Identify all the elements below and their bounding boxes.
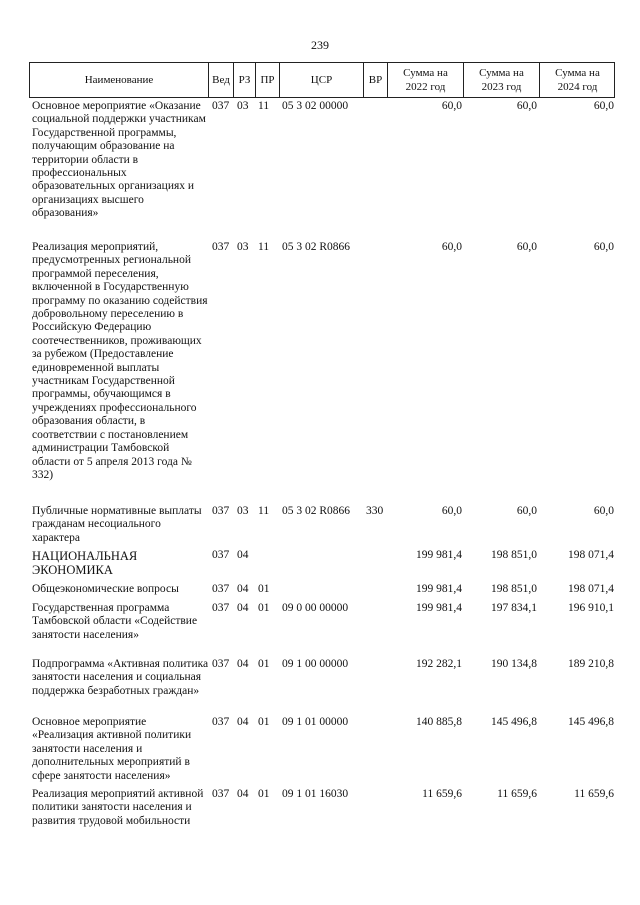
cell-s2024: 189 210,8	[568, 658, 614, 670]
cell-csr: 05 3 02 00000	[282, 100, 349, 112]
cell-s2022: 140 885,8	[416, 716, 462, 728]
cell-s2024: 11 659,6	[574, 788, 614, 800]
cell-pr: 01	[258, 788, 270, 800]
cell-s2022: 192 282,1	[416, 658, 462, 670]
row-name: Основное мероприятие «Реализация активной политики занятости населения и дополнительных мероприятий в сфере занятости населения»	[32, 716, 192, 782]
cell-s2023: 190 134,8	[491, 658, 537, 670]
cell-pr: 01	[258, 716, 270, 728]
cell-rz: 04	[237, 788, 249, 800]
cell-s2024: 60,0	[593, 505, 614, 517]
row-name: Публичные нормативные выплаты гражданам несоциального характера	[32, 505, 202, 544]
row-name: Реализация мероприятий, предусмотренных региональной программой переселения, включенной в Государственную программу по оказанию содействия добровольному переселению в Российскую Федерацию соотечественников, проживающих за рубежом (Предоставление единовременной выплаты участникам Государственной программы, обучающимся в учреждениях профессионального образования области, в соответствии с постановлением администрации Тамбовской области от 5 апреля 2013 года № 332)	[32, 241, 208, 481]
cell-csr: 09 1 00 00000	[282, 658, 349, 670]
cell-csr: 09 1 01 00000	[282, 716, 349, 728]
header-sum-2024: Сумма на 2024 год	[539, 63, 615, 97]
cell-pr: 11	[258, 241, 270, 253]
row-name: Подпрограмма «Активная политика занятости населения и социальная поддержка безработных граждан»	[32, 658, 209, 697]
cell-s2023: 60,0	[516, 505, 537, 517]
cell-s2023: 60,0	[516, 241, 537, 253]
cell-ved: 037	[212, 100, 230, 112]
header-name: Наименование	[84, 74, 154, 86]
row-name: Основное мероприятие «Оказание социальной поддержки участникам Государственной программы, получающим образование на территории области в профессиональных образовательных организациях и организациях высшего образования»	[32, 100, 206, 220]
cell-s2023: 197 834,1	[491, 602, 537, 614]
cell-ved: 037	[212, 241, 230, 253]
row-name: Общеэкономические вопросы	[32, 583, 179, 595]
cell-rz: 03	[237, 100, 249, 112]
cell-pr: 11	[258, 505, 270, 517]
cell-rz: 04	[237, 658, 249, 670]
cell-ved: 037	[212, 549, 230, 561]
header-rz: РЗ	[233, 63, 255, 97]
cell-csr: 05 3 02 R0866	[282, 505, 351, 517]
cell-ved: 037	[212, 658, 230, 670]
cell-pr: 01	[258, 602, 270, 614]
cell-s2023: 11 659,6	[497, 788, 537, 800]
cell-s2022: 199 981,4	[416, 583, 462, 595]
cell-s2024: 145 496,8	[568, 716, 614, 728]
header-sum-2022: Сумма на 2022 год	[387, 63, 463, 97]
cell-pr: 11	[258, 100, 270, 112]
cell-s2022: 199 981,4	[416, 602, 462, 614]
cell-s2022: 60,0	[441, 241, 462, 253]
header-vr: ВР	[363, 63, 387, 97]
cell-rz: 03	[237, 505, 249, 517]
cell-s2024: 60,0	[593, 241, 614, 253]
cell-rz: 04	[237, 602, 249, 614]
cell-csr: 09 1 01 16030	[282, 788, 349, 800]
cell-csr: 05 3 02 R0866	[282, 241, 351, 253]
cell-s2024: 196 910,1	[568, 602, 614, 614]
cell-pr: 01	[258, 583, 270, 595]
cell-s2023: 198 851,0	[491, 549, 537, 561]
cell-ved: 037	[212, 583, 230, 595]
cell-s2022: 11 659,6	[422, 788, 462, 800]
page-number: 239	[311, 38, 329, 52]
cell-ved: 037	[212, 716, 230, 728]
header-sum-2023: Сумма на 2023 год	[463, 63, 539, 97]
cell-csr: 09 0 00 00000	[282, 602, 349, 614]
header-ved: Вед	[208, 63, 233, 97]
cell-s2022: 60,0	[441, 505, 462, 517]
cell-rz: 04	[237, 716, 249, 728]
row-name: Реализация мероприятий активной политики занятости населения и развития трудовой мобильности	[32, 788, 204, 827]
cell-rz: 04	[237, 583, 249, 595]
cell-rz: 03	[237, 241, 249, 253]
row-name: НАЦИОНАЛЬНАЯ ЭКОНОМИКА	[32, 549, 138, 577]
header-pr: ПР	[255, 63, 279, 97]
cell-ved: 037	[212, 788, 230, 800]
cell-s2022: 60,0	[441, 100, 462, 112]
cell-s2023: 145 496,8	[491, 716, 537, 728]
cell-ved: 037	[212, 602, 230, 614]
cell-s2024: 198 071,4	[568, 583, 614, 595]
cell-rz: 04	[237, 549, 249, 561]
cell-s2023: 198 851,0	[491, 583, 537, 595]
row-name: Государственная программа Тамбовской области «Содействие занятости населения»	[32, 602, 198, 641]
header-csr: ЦСР	[279, 63, 363, 97]
cell-s2022: 199 981,4	[416, 549, 462, 561]
cell-pr: 01	[258, 658, 270, 670]
cell-ved: 037	[212, 505, 230, 517]
cell-vr: 330	[366, 505, 384, 517]
cell-s2023: 60,0	[516, 100, 537, 112]
cell-s2024: 198 071,4	[568, 549, 614, 561]
cell-s2024: 60,0	[593, 100, 614, 112]
